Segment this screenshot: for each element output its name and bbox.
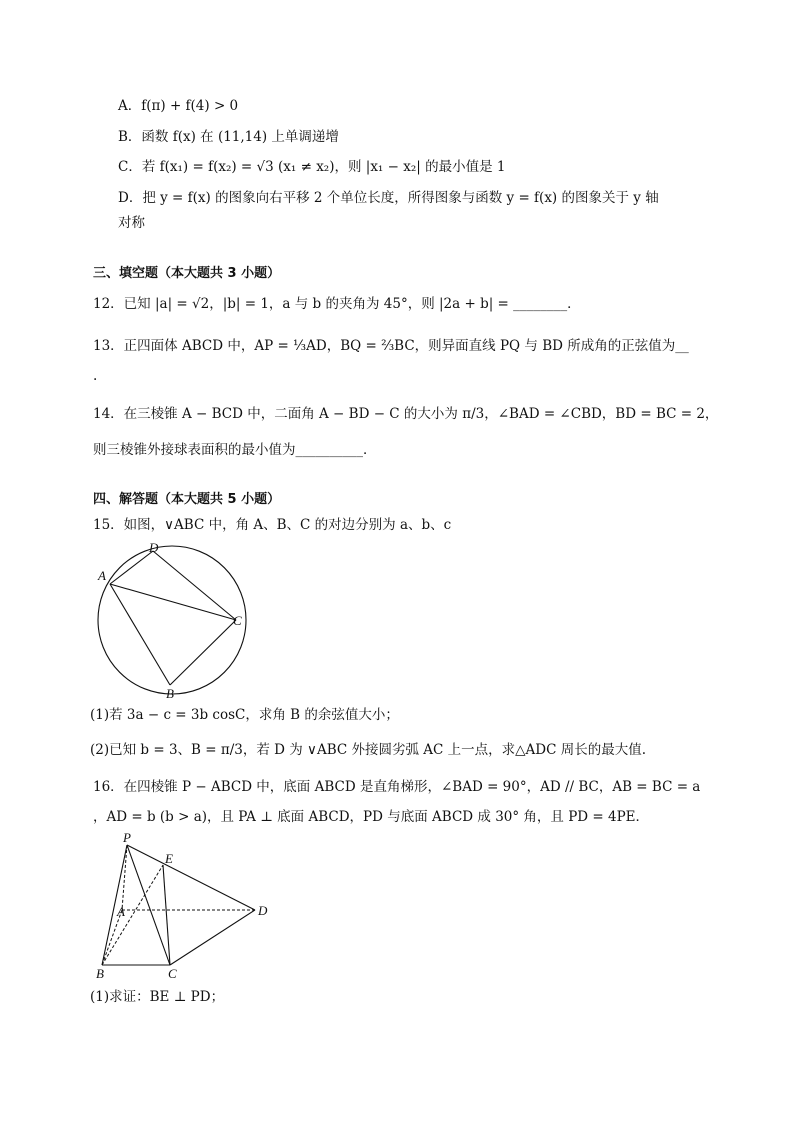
- label-d: D: [258, 903, 268, 918]
- question-16-line1: 16．在四棱锥 P − ABCD 中，底面 ABCD 是直角梯形，∠BAD = 90°，AD // BC，AB = BC = a: [93, 779, 701, 795]
- question-14-line2: 则三棱锥外接球表面积的最小值为__________．: [93, 442, 377, 458]
- question-16-part1: (1)求证：BE ⊥ PD；: [90, 989, 225, 1005]
- side-ab: [110, 584, 170, 685]
- option-d-line2: 对称: [118, 215, 145, 231]
- circle-figure: [90, 538, 260, 703]
- label-e: E: [165, 851, 173, 866]
- edge-be-hidden: [102, 865, 163, 965]
- option-d-line1: D．把 y = f(x) 的图象向右平移 2 个单位长度，所得图象与函数 y = f(x) 的图象关于 y 轴: [118, 190, 659, 206]
- edge-pd: [127, 845, 255, 910]
- label-p: P: [123, 830, 131, 845]
- section-fill-in-title: 三、填空题（本大题共 3 小题）: [93, 266, 281, 281]
- option-a: A．f(π) + f(4) > 0: [118, 98, 239, 114]
- label-c: C: [233, 613, 242, 628]
- option-c: C．若 f(x₁) = f(x₂) = √3 (x₁ ≠ x₂)，则 |x₁ − x₂| 的最小值是 1: [118, 159, 506, 175]
- question-12: 12．已知 |a| = √2，|b| = 1，a 与 b 的夹角为 45°，则 |2a + b| = ________．: [93, 296, 581, 312]
- label-c: C: [168, 966, 177, 981]
- question-16-line2: ，AD = b (b > a)，且 PA ⊥ 底面 ABCD，PD 与底面 ABCD 成 30° 角，且 PD = 4PE．: [93, 809, 650, 825]
- side-dc: [153, 551, 236, 620]
- section-solve-title: 四、解答题（本大题共 5 小题）: [93, 492, 281, 507]
- edge-cd: [170, 910, 255, 965]
- pyramid-figure: [90, 830, 280, 982]
- question-15-part2: (2)已知 b = 3、B = π/3，若 D 为 ∨ABC 外接圆劣弧 AC 上一点，求△ADC 周长的最大值.: [90, 742, 647, 758]
- circumcircle: [98, 546, 246, 694]
- question-13-line2: .: [93, 368, 98, 384]
- label-a: A: [98, 568, 106, 583]
- side-bc: [170, 620, 236, 685]
- side-ad: [110, 551, 153, 584]
- option-b: B．函数 f(x) 在 (11,14) 上单调递增: [118, 129, 339, 145]
- label-b: B: [96, 966, 104, 981]
- question-15-stem: 15．如图，∨ABC 中，角 A、B、C 的对边分别为 a、b、c: [93, 517, 452, 533]
- label-d: D: [149, 540, 159, 555]
- side-ac: [110, 584, 236, 620]
- question-15-part1: (1)若 3a − c = 3b cosC，求角 B 的余弦值大小；: [90, 707, 399, 723]
- question-14-line1: 14．在三棱锥 A − BCD 中，二面角 A − BD − C 的大小为 π/3，∠BAD = ∠CBD，BD = BC = 2，: [93, 406, 719, 422]
- question-13-line1: 13．正四面体 ABCD 中，AP = ⅓AD，BQ = ⅔BC，则异面直线 PQ 与 BD 所成角的正弦值为__: [93, 338, 689, 354]
- label-a: A: [117, 904, 125, 919]
- label-b: B: [166, 686, 174, 701]
